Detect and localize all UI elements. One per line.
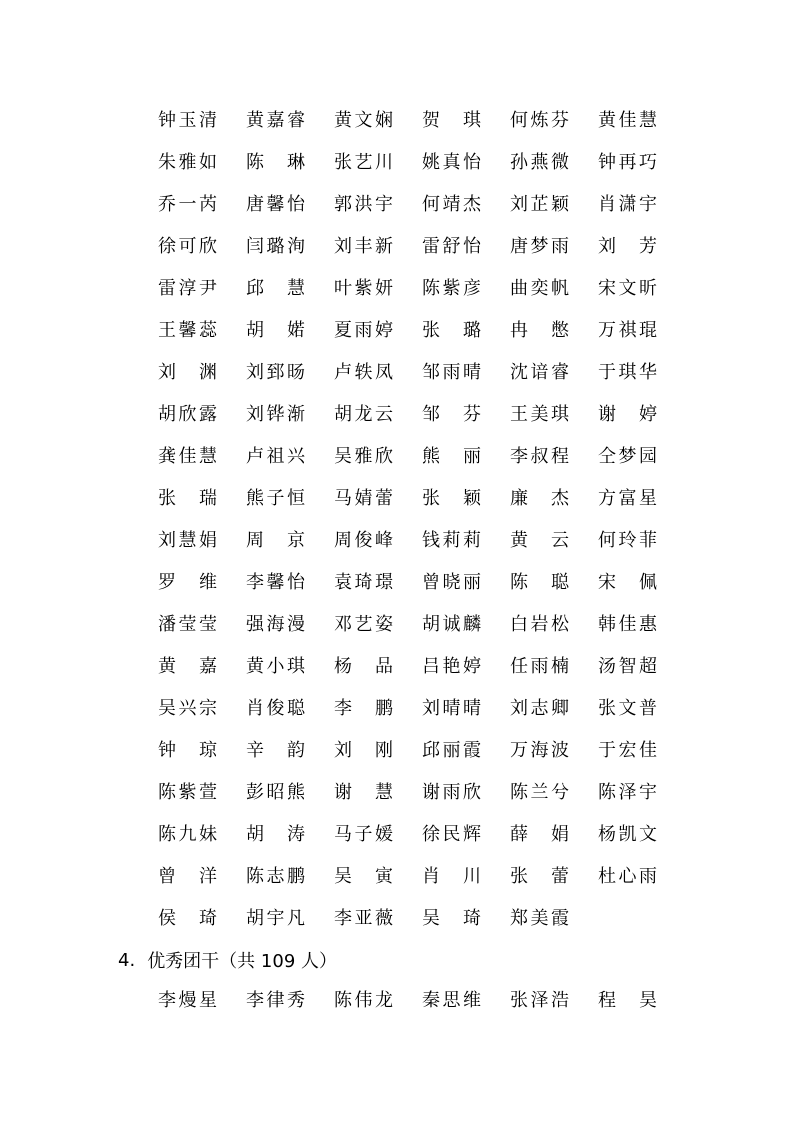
person-name: 万 祺 琨: [598, 320, 657, 341]
person-name: 汤 智 超: [598, 656, 657, 677]
person-name: 万 海 波: [510, 740, 569, 761]
person-name: 刘 芷 颖: [510, 194, 569, 215]
person-name: 吴 兴 宗: [158, 698, 217, 719]
person-name: 陈 伟 龙: [334, 990, 393, 1011]
person-name: 沈 谙 睿: [510, 362, 569, 383]
person-name: 朱 雅 如: [158, 152, 217, 173]
person-name: 黄 小 琪: [246, 656, 305, 677]
person-name: 黄 嘉 睿: [246, 110, 305, 131]
person-name: 雷 淳 尹: [158, 278, 217, 299]
person-name: 熊 子 恒: [246, 488, 305, 509]
person-name: 秦 思 维: [422, 990, 481, 1011]
person-name: 邓 艺 姿: [334, 614, 393, 635]
person-name: 潘 莹 莹: [158, 614, 217, 635]
person-name: 周 京: [246, 530, 305, 551]
person-name: 吴 琦: [422, 908, 481, 929]
person-name: 吕 艳 婷: [422, 656, 481, 677]
person-name: 仝 梦 园: [598, 446, 657, 467]
person-name: 何 靖 杰: [422, 194, 481, 215]
person-name: 陈 琳: [246, 152, 305, 173]
person-name: 陈 志 鹏: [246, 866, 305, 887]
person-name: 叶 紫 妍: [334, 278, 393, 299]
person-name: 徐 可 欣: [158, 236, 217, 257]
person-name: 胡 宇 凡: [246, 908, 305, 929]
person-name: 杨 凯 文: [598, 824, 657, 845]
person-name: 吴 雅 欣: [334, 446, 393, 467]
person-name: 李 馨 怡: [246, 572, 305, 593]
person-name: 罗 维: [158, 572, 217, 593]
person-name: 袁 琦 璟: [334, 572, 393, 593]
person-name: 邱 丽 霞: [422, 740, 481, 761]
person-name: 张 蕾: [510, 866, 569, 887]
person-name: 冉 憋: [510, 320, 569, 341]
person-name: 卢 轶 凤: [334, 362, 393, 383]
person-name: 黄 云: [510, 530, 569, 551]
person-name: 廉 杰: [510, 488, 569, 509]
honor-name-list: [158, 98, 686, 938]
person-name: 王 美 琪: [510, 404, 569, 425]
person-name: 夏 雨 婷: [334, 320, 393, 341]
person-name: 刘 志 卿: [510, 698, 569, 719]
person-name: 黄 嘉: [158, 656, 217, 677]
person-name: 李 亚 薇: [334, 908, 393, 929]
section-number: 4.: [118, 949, 136, 971]
person-name: 李 律 秀: [246, 990, 305, 1011]
person-name: 宋 文 昕: [598, 278, 657, 299]
person-name: 乔 一 芮: [158, 194, 217, 215]
person-name: 胡 涛: [246, 824, 305, 845]
person-name: 谢 雨 欣: [422, 782, 481, 803]
person-name: 周 俊 峰: [334, 530, 393, 551]
person-name: 邱 慧: [246, 278, 305, 299]
person-name: 邹 雨 晴: [422, 362, 481, 383]
person-name: 刘 铧 渐: [246, 404, 305, 425]
person-name: 孙 燕 微: [510, 152, 569, 173]
person-name: 陈 泽 宇: [598, 782, 657, 803]
person-name: 刘 晴 晴: [422, 698, 481, 719]
person-name: 张 文 普: [598, 698, 657, 719]
person-name: 钟 琼: [158, 740, 217, 761]
person-name: 肖 潇 宇: [598, 194, 657, 215]
person-name: 刘 丰 新: [334, 236, 393, 257]
person-name: 吴 寅: [334, 866, 393, 887]
outstanding-league-cadre-list: [158, 978, 686, 1020]
person-name: 闫 璐 洵: [246, 236, 305, 257]
person-name: 龚 佳 慧: [158, 446, 217, 467]
person-name: 卢 祖 兴: [246, 446, 305, 467]
person-name: 于 宏 佳: [598, 740, 657, 761]
person-name: 雷 舒 怡: [422, 236, 481, 257]
person-name: 黄 文 娴: [334, 110, 393, 131]
person-name: 宋 佩: [598, 572, 657, 593]
person-name: 杜 心 雨: [598, 866, 657, 887]
person-name: 张 瑞: [158, 488, 217, 509]
person-name: 郭 洪 宇: [334, 194, 393, 215]
person-name: 侯 琦: [158, 908, 217, 929]
person-name: 熊 丽: [422, 446, 481, 467]
person-name: 韩 佳 惠: [598, 614, 657, 635]
person-name: 肖 俊 聪: [246, 698, 305, 719]
person-name: 曾 晓 丽: [422, 572, 481, 593]
person-name: 胡 婼: [246, 320, 305, 341]
person-name: 王 馨 蕊: [158, 320, 217, 341]
person-name: 陈 紫 萱: [158, 782, 217, 803]
person-name: 唐 馨 怡: [246, 194, 305, 215]
person-name: 杨 品: [334, 656, 393, 677]
person-name: 胡 诚 麟: [422, 614, 481, 635]
person-name: 唐 梦 雨: [510, 236, 569, 257]
section-title: 优秀团干（共 109 人）: [147, 951, 337, 972]
person-name: 方 富 星: [598, 488, 657, 509]
person-name: 任 雨 楠: [510, 656, 569, 677]
person-name: 白 岩 松: [510, 614, 569, 635]
person-name: 彭 昭 熊: [246, 782, 305, 803]
person-name: 马 子 媛: [334, 824, 393, 845]
person-name: 曲 奕 帆: [510, 278, 569, 299]
person-name: 张 璐: [422, 320, 481, 341]
person-name: 辛 韵: [246, 740, 305, 761]
person-name: 陈 兰 兮: [510, 782, 569, 803]
person-name: 陈 紫 彦: [422, 278, 481, 299]
person-name: 薛 娟: [510, 824, 569, 845]
person-name: 马 婧 蕾: [334, 488, 393, 509]
person-name: 强 海 漫: [246, 614, 305, 635]
person-name: 郑 美 霞: [510, 908, 569, 929]
person-name: 姚 真 怡: [422, 152, 481, 173]
person-name: 刘 芳: [598, 236, 657, 257]
person-name: 肖 川: [422, 866, 481, 887]
person-name: 张 颖: [422, 488, 481, 509]
person-name: 张 艺 川: [334, 152, 393, 173]
person-name: 徐 民 辉: [422, 824, 481, 845]
person-name: 李 鹏: [334, 698, 393, 719]
person-name: 程 昊: [598, 990, 657, 1011]
person-name: 于 琪 华: [598, 362, 657, 383]
person-name: 刘 刚: [334, 740, 393, 761]
person-name: 胡 欣 露: [158, 404, 217, 425]
person-name: 李 叔 程: [510, 446, 569, 467]
person-name: 刘 郅 旸: [246, 362, 305, 383]
person-name: 谢 婷: [598, 404, 657, 425]
person-name: 黄 佳 慧: [598, 110, 657, 131]
person-name: 刘 慧 娟: [158, 530, 217, 551]
person-name: 李 熳 星: [158, 990, 217, 1011]
person-name: 钟 玉 清: [158, 110, 217, 131]
section-heading-outstanding-league-cadres: [118, 942, 337, 978]
person-name: 邹 芬: [422, 404, 481, 425]
person-name: 贺 琪: [422, 110, 481, 131]
person-name: 谢 慧: [334, 782, 393, 803]
person-name: 刘 渊: [158, 362, 217, 383]
person-name: 钟 再 巧: [598, 152, 657, 173]
person-name: 陈 九 妹: [158, 824, 217, 845]
person-name: 钱 莉 莉: [422, 530, 481, 551]
person-name: 陈 聪: [510, 572, 569, 593]
person-name: 何 玲 菲: [598, 530, 657, 551]
person-name: 张 泽 浩: [510, 990, 569, 1011]
person-name: 胡 龙 云: [334, 404, 393, 425]
person-name: 何 炼 芬: [510, 110, 569, 131]
person-name: 曾 洋: [158, 866, 217, 887]
